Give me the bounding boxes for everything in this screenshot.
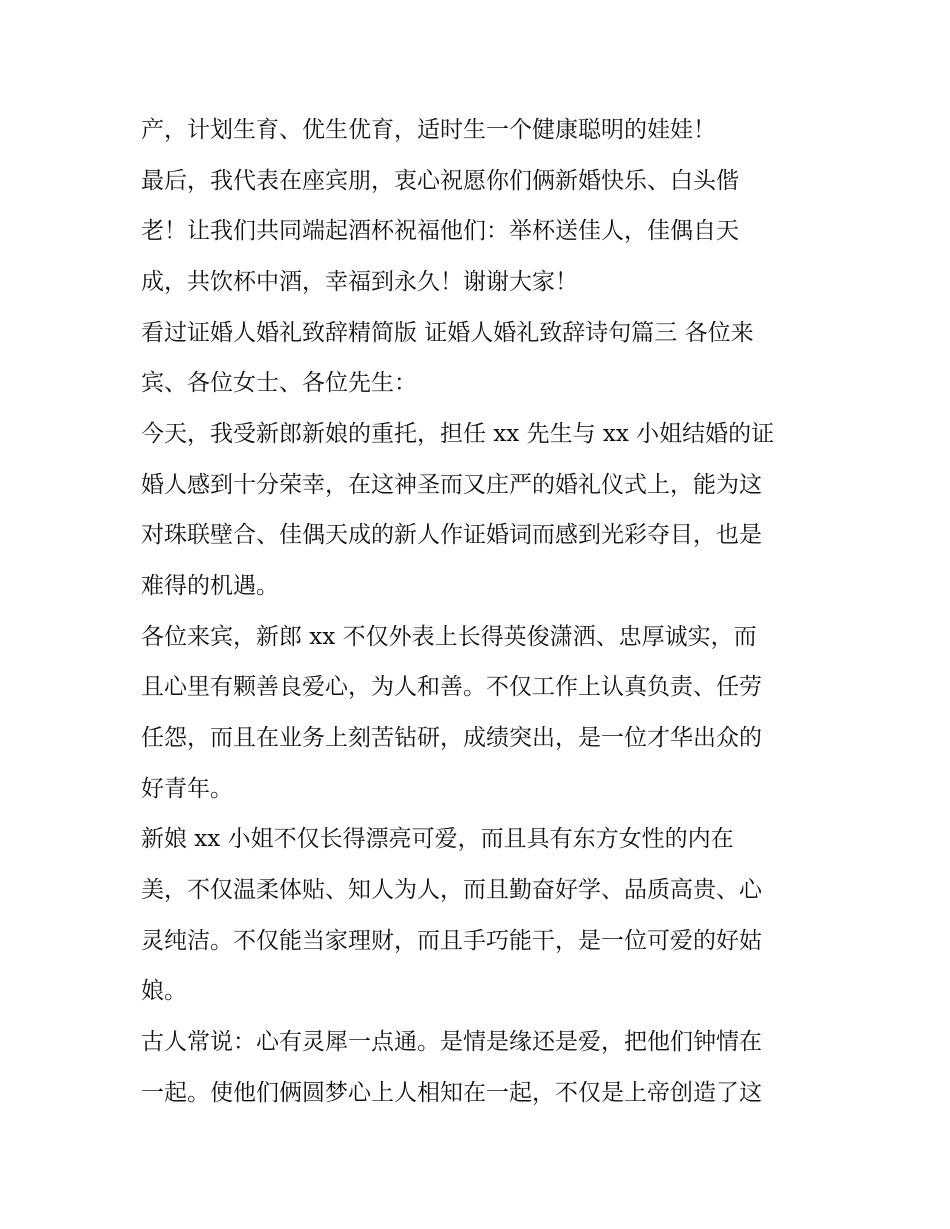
text-line: 今天，我受新郎新娘的重托，担任 xx 先生与 xx 小姐结婚的证 [141,421,775,447]
text-line: 古人常说：心有灵犀一点通。是情是缘还是爱，把他们钟情在 [141,1029,762,1055]
text-line: 好青年。 [141,776,233,802]
text-line: 娘。 [141,978,187,1004]
text-line: 一起。使他们俩圆梦心上人相知在一起，不仅是上帝创造了这 [141,1080,762,1106]
text-line: 婚人感到十分荣幸，在这神圣而又庄严的婚礼仪式上，能为这 [141,472,762,498]
text-line: 灵纯洁。不仅能当家理财，而且手巧能干，是一位可爱的好姑 [141,928,762,954]
text-line: 成，共饮杯中酒，幸福到永久！谢谢大家！ [141,269,578,295]
text-line: 新娘 xx 小姐不仅长得漂亮可爱，而且具有东方女性的内在 [141,826,734,852]
text-line: 看过证婚人婚礼致辞精简版 证婚人婚礼致辞诗句篇三 各位来 [141,320,754,346]
text-line: 美，不仅温柔体贴、知人为人，而且勤奋好学、品质高贵、心 [141,877,762,903]
text-line: 难得的机遇。 [141,573,279,599]
text-line: 老！让我们共同端起酒杯祝福他们：举杯送佳人，佳偶自天 [141,218,739,244]
text-line: 宾、各位女士、各位先生： [141,370,417,396]
text-line: 且心里有颗善良爱心，为人和善。不仅工作上认真负责、任劳 [141,674,762,700]
text-line: 最后，我代表在座宾朋，衷心祝愿你们俩新婚快乐、白头偕 [141,168,739,194]
text-line: 产，计划生育、优生优育，适时生一个健康聪明的娃娃！ [141,117,716,143]
text-line: 各位来宾，新郎 xx 不仅外表上长得英俊潇洒、忠厚诚实，而 [141,624,757,650]
text-line: 任怨，而且在业务上刻苦钻研，成绩突出，是一位才华出众的 [141,725,762,751]
text-line: 对珠联壁合、佳偶天成的新人作证婚词而感到光彩夺目，也是 [141,522,762,548]
